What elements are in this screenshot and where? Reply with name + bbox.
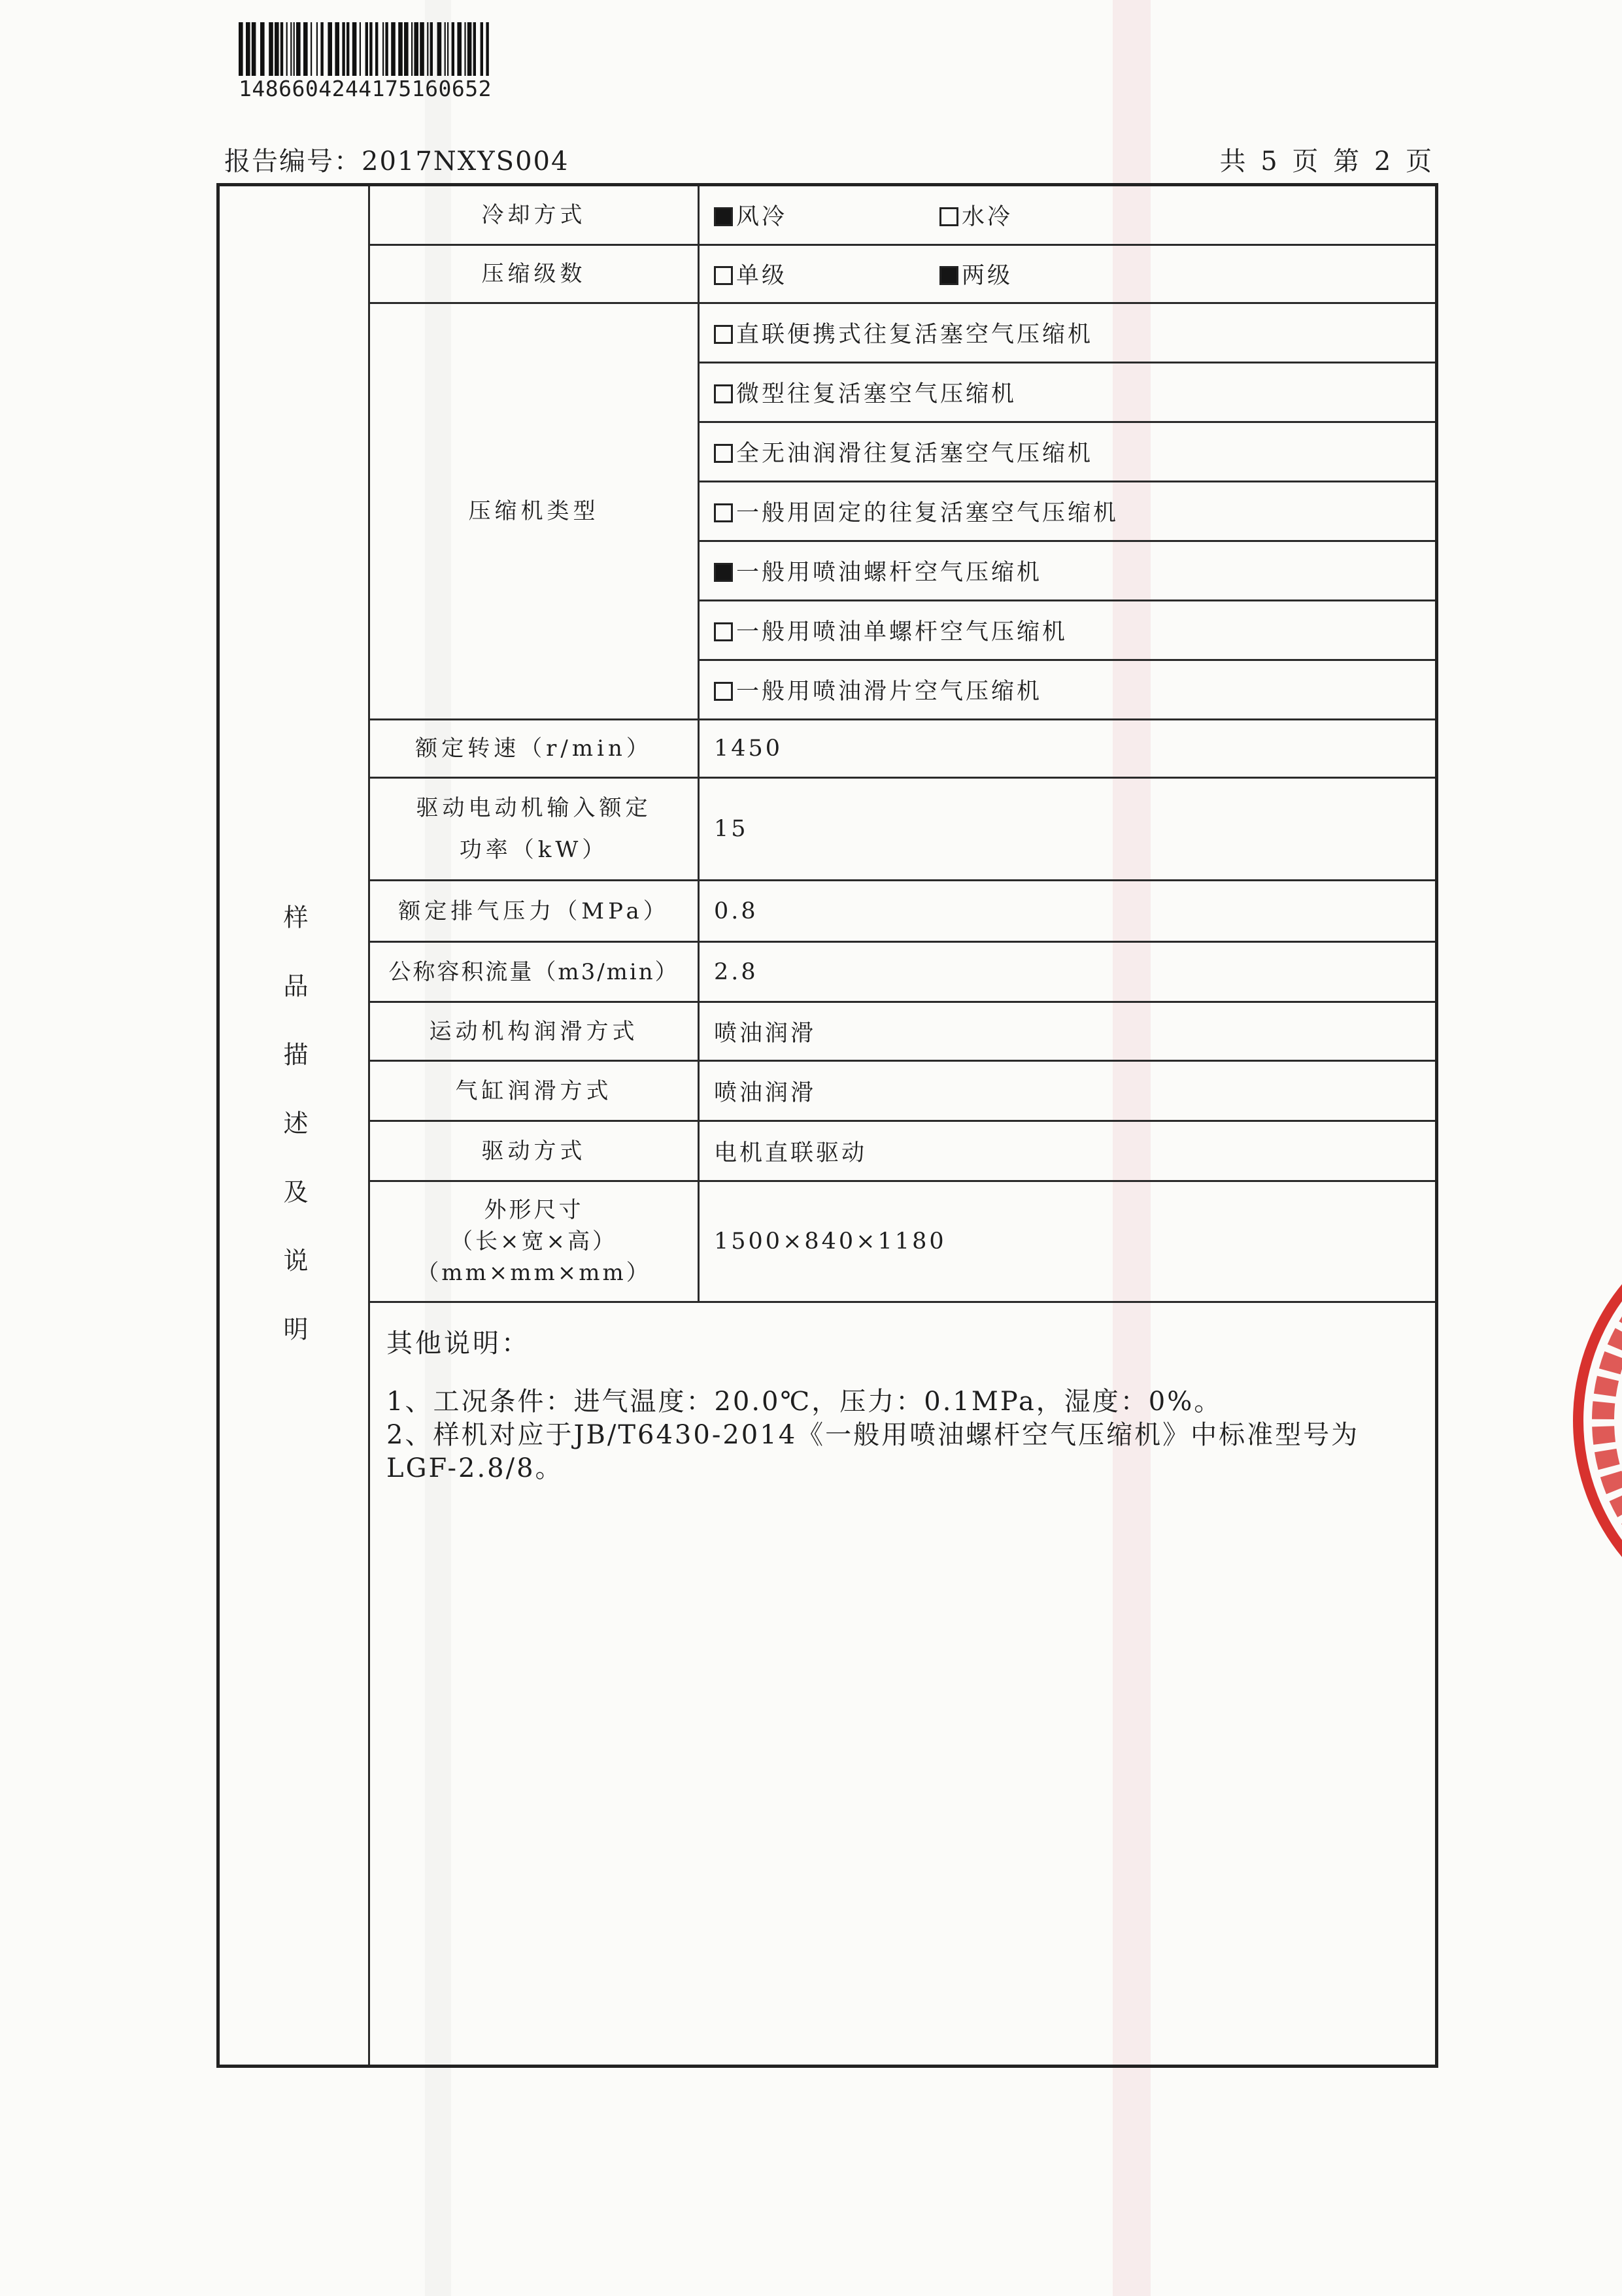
barcode-bar <box>280 22 283 76</box>
spec-value: 15 <box>699 778 1437 881</box>
barcode <box>239 22 495 101</box>
checkbox <box>714 325 733 344</box>
barcode-bar <box>296 22 301 76</box>
option-single-stage <box>714 258 939 290</box>
row-volume-flow <box>218 942 1437 1002</box>
option-label: 单级 <box>736 263 788 289</box>
barcode-bar <box>430 22 433 76</box>
option-label: 一般用喷油单螺杆空气压缩机 <box>736 619 1068 645</box>
report-number <box>224 145 569 178</box>
barcode-bar <box>294 22 295 76</box>
notes-cell <box>369 1302 1437 2067</box>
spec-label-line: 额定排气压力（MPa） <box>398 898 669 924</box>
option-air-cooling <box>714 199 939 231</box>
barcode-bar <box>320 22 323 76</box>
row-notes <box>218 1302 1437 2067</box>
stages-label: 压缩级数 <box>369 245 699 303</box>
barcode-bar <box>365 22 368 76</box>
barcode-bar <box>360 22 361 76</box>
option-label: 一般用固定的往复活塞空气压缩机 <box>736 500 1119 526</box>
spec-label-line: 外形尺寸 <box>484 1197 584 1223</box>
checkbox <box>714 266 733 285</box>
barcode-bar <box>252 22 256 76</box>
barcode-bar <box>275 22 279 76</box>
barcode-bar <box>411 22 413 76</box>
checkbox <box>939 266 958 285</box>
checkbox <box>714 444 733 463</box>
barcode-bar <box>404 22 409 76</box>
spec-label <box>369 881 699 942</box>
page-indicator: 共 5 页 第 2 页 <box>1219 146 1435 177</box>
compressor-type-option <box>699 541 1437 601</box>
cooling-options <box>699 185 1437 245</box>
barcode-bars <box>239 22 494 76</box>
barcode-bar <box>445 22 446 76</box>
barcode-bar <box>437 22 442 76</box>
spec-label <box>369 1181 699 1302</box>
barcode-bar <box>246 22 250 76</box>
barcode-bar <box>303 22 308 76</box>
section-label: 样品描述及说明 <box>279 904 308 1385</box>
row-cooling <box>218 185 1437 245</box>
barcode-bar <box>328 22 332 76</box>
barcode-bar <box>342 22 345 76</box>
barcode-bar <box>316 22 318 76</box>
spec-value: 喷油润滑 <box>699 1002 1437 1061</box>
barcode-bar <box>269 22 273 76</box>
barcode-bar <box>427 22 428 76</box>
compressor-type-option <box>699 422 1437 482</box>
checkbox <box>939 207 958 226</box>
compressor-type-option <box>699 660 1437 720</box>
barcode-bar <box>385 22 388 76</box>
row-dimensions <box>218 1181 1437 1302</box>
spec-label <box>369 1002 699 1061</box>
compressor-type-option <box>699 303 1437 363</box>
barcode-bar <box>398 22 403 76</box>
barcode-bar <box>486 22 488 76</box>
section-label-cell <box>218 185 369 2067</box>
spec-label-line: 功率（kW） <box>459 837 609 863</box>
spec-value: 1450 <box>699 720 1437 778</box>
compressor-type-option <box>699 601 1437 660</box>
compressor-type-option <box>699 482 1437 541</box>
spec-label-line: 驱动电动机输入额定 <box>416 795 652 821</box>
checkbox <box>714 563 733 582</box>
report-number-value: 2017NXYS004 <box>362 146 569 177</box>
option-water-cooling <box>939 199 1165 231</box>
row-motor-power <box>218 778 1437 881</box>
spec-label <box>369 720 699 778</box>
row-cylinder-lubrication <box>218 1061 1437 1121</box>
option-label: 水冷 <box>962 204 1013 230</box>
row-compressor-type <box>218 303 1437 363</box>
red-seal-stamp <box>1566 1242 1622 1608</box>
option-label: 一般用喷油螺杆空气压缩机 <box>736 560 1043 586</box>
barcode-bar <box>335 22 339 76</box>
checkbox <box>714 622 733 641</box>
barcode-bar <box>239 22 243 76</box>
barcode-bar <box>457 22 462 76</box>
barcode-bar <box>414 22 418 76</box>
row-discharge-pressure <box>218 881 1437 942</box>
row-mechanism-lubrication <box>218 1002 1437 1061</box>
compressor-type-option <box>699 363 1437 422</box>
spec-value: 电机直联驱动 <box>699 1121 1437 1181</box>
spec-label-line: 运动机构润滑方式 <box>429 1018 639 1045</box>
option-label: 全无油润滑往复活塞空气压缩机 <box>736 441 1094 467</box>
spec-label-line: 额定转速（r/min） <box>415 735 652 762</box>
spec-label <box>369 1121 699 1181</box>
barcode-bar <box>352 22 357 76</box>
option-label: 微型往复活塞空气压缩机 <box>736 381 1017 407</box>
checkbox <box>714 384 733 403</box>
note-item: 1、工况条件：进气温度：20.0℃，压力：0.1MPa，湿度：0%。 <box>386 1387 1223 1417</box>
option-label: 风冷 <box>736 204 788 230</box>
barcode-bar <box>447 22 448 76</box>
stages-options <box>699 245 1437 303</box>
barcode-bar <box>311 22 312 76</box>
spec-label-line: （mm×mm×mm） <box>416 1260 651 1286</box>
row-rated-speed <box>218 720 1437 778</box>
barcode-bar <box>382 22 384 76</box>
checkbox <box>714 207 733 226</box>
barcode-bar <box>290 22 292 76</box>
compressor-type-label: 压缩机类型 <box>369 303 699 720</box>
spec-label-line: 气缸润滑方式 <box>455 1077 613 1104</box>
spec-label-line: （长×宽×高） <box>450 1228 617 1255</box>
barcode-bar <box>369 22 372 76</box>
barcode-bar <box>260 22 265 76</box>
spec-label <box>369 1061 699 1121</box>
barcode-number: 1486604244175160652 <box>239 76 492 101</box>
checkbox <box>714 682 733 701</box>
spec-value: 0.8 <box>699 881 1437 942</box>
row-drive-mode <box>218 1121 1437 1181</box>
barcode-bar <box>391 22 396 76</box>
barcode-bar <box>286 22 288 76</box>
barcode-bar <box>375 22 378 76</box>
row-stages <box>218 245 1437 303</box>
spec-label <box>369 778 699 881</box>
option-label: 两级 <box>962 263 1013 289</box>
option-label: 直联便携式往复活塞空气压缩机 <box>736 322 1094 348</box>
option-label: 一般用喷油滑片空气压缩机 <box>736 679 1043 705</box>
barcode-bar <box>464 22 465 76</box>
barcode-bar <box>467 22 472 76</box>
sample-description-table <box>216 183 1438 2068</box>
cooling-label: 冷却方式 <box>369 185 699 245</box>
checkbox <box>714 503 733 522</box>
barcode-bar <box>452 22 454 76</box>
spec-label <box>369 942 699 1002</box>
spec-value: 喷油润滑 <box>699 1061 1437 1121</box>
note-item: 2、样机对应于JB/T6430-2014《一般用喷油螺杆空气压缩机》中标准型号为 LGF-2.8/8。 <box>386 1420 1360 1483</box>
spec-value: 2.8 <box>699 942 1437 1002</box>
barcode-bar <box>481 22 483 76</box>
spec-label-line: 公称容积流量（m3/min） <box>388 958 679 985</box>
barcode-bar <box>420 22 424 76</box>
spec-value: 1500×840×1180 <box>699 1181 1437 1302</box>
seal-outer-ring <box>1578 1242 1622 1608</box>
barcode-bar <box>346 22 349 76</box>
notes-heading: 其他说明： <box>386 1328 530 1359</box>
option-two-stage <box>939 258 1165 290</box>
barcode-bar <box>473 22 476 76</box>
spec-label-line: 驱动方式 <box>481 1138 586 1164</box>
report-number-label: 报告编号： <box>224 146 362 177</box>
